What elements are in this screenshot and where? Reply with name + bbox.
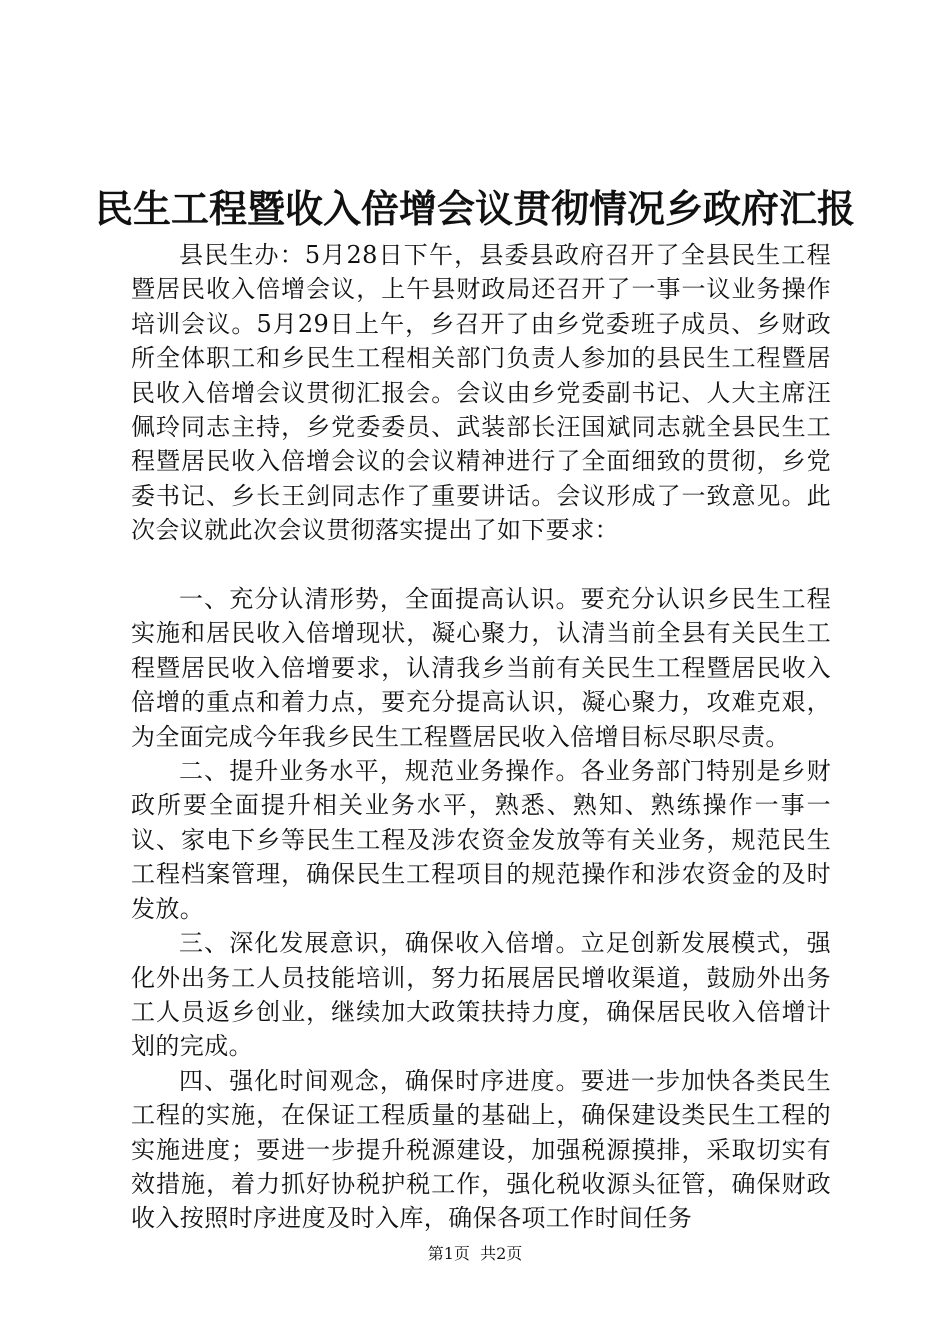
paragraph-requirement-1: 一、充分认清形势，全面提高认识。要充分认识乡民生工程实施和居民收入倍增现状，凝心聚力，认清当前全县有关民生工程暨居民收入倍增要求，认清我乡当前有关民生工程暨居民收入倍增的重点和着力点，要充分提高认识，凝心聚力，攻难克艰，为全面完成今年我乡民生工程暨居民收入倍增目标尽职尽责。 [131, 585, 831, 751]
paragraph-intro: 县民生办：5月28日下午，县委县政府召开了全县民生工程暨居民收入倍增会议，上午县财政局还召开了一事一议业务操作培训会议。5月29日上午，乡召开了由乡党委班子成员、乡财政所全体职工和乡民生工程相关部门负责人参加的县民生工程暨居民收入倍增会议贯彻汇报会。会议由乡党委副书记、人大主席汪佩玲同志主持，乡党委委员、武装部长汪国斌同志就全县民生工程暨居民收入倍增会议的会议精神进行了全面细致的贯彻，乡党委书记、乡长王剑同志作了重要讲话。会议形成了一致意见。此次会议就此次会议贯彻落实提出了如下要求： [131, 241, 831, 545]
paragraph-requirement-2: 二、提升业务水平，规范业务操作。各业务部门特别是乡财政所要全面提升相关业务水平，熟悉、熟知、熟练操作一事一议、家电下乡等民生工程及涉农资金发放等有关业务，规范民生工程档案管理，确保民生工程项目的规范操作和涉农资金的及时发放。 [131, 757, 831, 923]
document-body [131, 238, 831, 1236]
paragraph-requirement-4: 四、强化时间观念，确保时序进度。要进一步加快各类民生工程的实施，在保证工程质量的基础上，确保建设类民生工程的实施进度；要进一步提升税源建设，加强税源摸排，采取切实有效措施，着力抓好协税护税工作，强化税收源头征管，确保财政收入按照时序进度及时入库，确保各项工作时间任务 [131, 1066, 831, 1233]
document-title: 民生工程暨收入倍增会议贯彻情况乡政府汇报 [94, 186, 855, 231]
paragraph-requirement-3: 三、深化发展意识，确保收入倍增。立足创新发展模式，强化外出务工人员技能培训，努力拓展居民增收渠道，鼓励外出务工人员返乡创业，继续加大政策扶持力度，确保居民收入倍增计划的完成。 [131, 929, 831, 1061]
page-number-footer: 第1页 共2页 [427, 1244, 523, 1263]
